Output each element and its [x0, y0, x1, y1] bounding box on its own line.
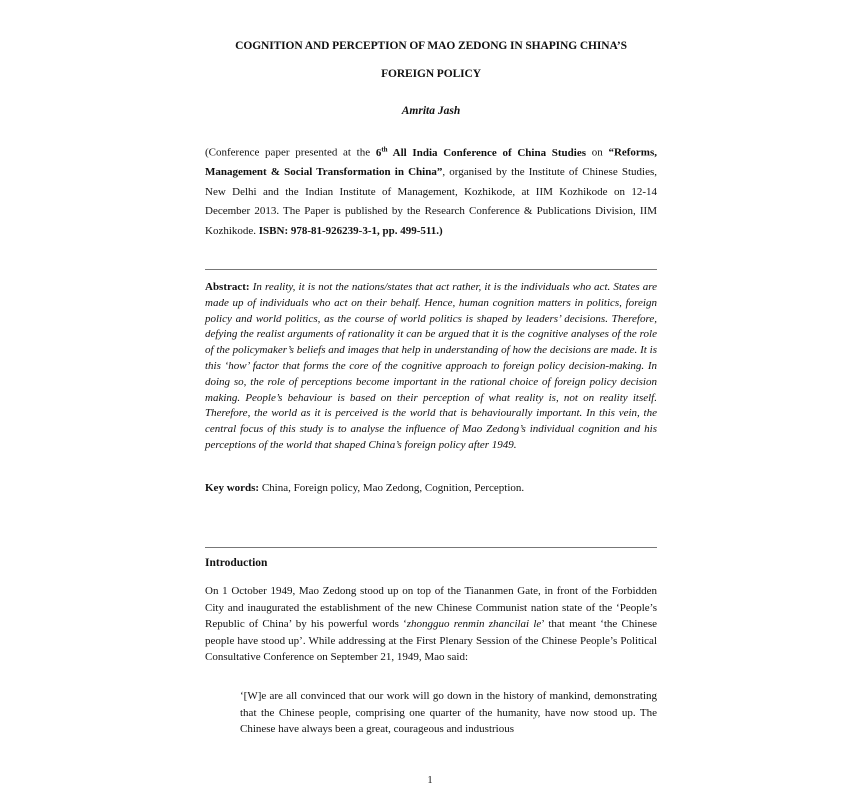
isbn: ISBN: 978-81-926239-3-1, pp. 499-511.)	[258, 225, 443, 238]
section-heading-introduction: Introduction	[205, 557, 268, 569]
abstract	[205, 280, 657, 454]
conference-name: All India Conference of China Studies	[387, 146, 587, 159]
keywords-text: China, Foreign policy, Mao Zedong, Cognition, Perception.	[259, 482, 525, 494]
conference-theme: “Reforms, Management & Social Transformation in China”	[205, 146, 658, 179]
introduction-paragraph	[205, 583, 657, 666]
conference-note-text-2: on	[586, 146, 609, 159]
conference-note-text-3: , organised by the Institute of Chinese Studies, New Delhi and the Indian Institute of Management, Kozhikode, at IIM Kozhikode on 12-14 December 2013. The Paper is published by the Research Conference & Publications Division, IIM Kozhikode.	[205, 166, 657, 238]
divider-introduction	[205, 547, 657, 548]
block-quote: ‘[W]e are all convinced that our work will go down in the history of mankind, demonstrating that the Chinese people, comprising one quarter of the humanity, have now stood up. The Chinese have always been a great, courageous and industrious	[240, 690, 657, 735]
conference-note-text-1: (Conference paper presented at the	[205, 146, 376, 159]
author-name: Amrita Jash	[401, 105, 461, 117]
keywords	[205, 481, 657, 497]
divider-abstract	[205, 269, 657, 270]
page-number: 1	[427, 775, 433, 786]
paper-title-line-2: FOREIGN POLICY	[381, 68, 481, 80]
abstract-label: Abstract:	[205, 281, 250, 293]
intro-chinese-phrase: zhongguo renmin zhancilai le	[406, 618, 542, 630]
conference-note	[205, 140, 657, 242]
abstract-text: In reality, it is not the nations/states that act rather, it is the individuals who act. States are made up of individuals who act on their behalf. Hence, human cognition matters in politics, foreign policy and world politics, as the course of world politics is shaped by leaders’ decisions. Therefore, defying the realist arguments of rationality it can be argued that it is the cognitive analyses of the role of the policymaker’s beliefs and images that help in understanding of how the decisions are made. It is this ‘how’ factor that forms the core of the cognitive approach to foreign policy decision-making. In doing so, the role of perceptions become important in the rational choice of foreign policy decision making. People’s behaviour is based on their perception of what reality is, not on reality itself. Therefore, the world as it is perceived is the world that is behaviourally important. In this vein, the central focus of this study is to analyse the influence of Mao Zedong’s individual cognition and his perceptions of the world that shaped China’s foreign policy after 1949.	[205, 281, 657, 451]
conference-ordinal-suffix: th	[381, 145, 388, 153]
conference-ordinal	[376, 147, 586, 159]
keywords-label: Key words:	[205, 482, 260, 494]
intro-text-1: On 1 October 1949, Mao Zedong stood up on top of the Tiananmen Gate, in front of the Forbidden City and inaugurated the establishment of the new Chinese Communist nation state of the ‘People’s Republic of China’ by his powerful words ‘	[205, 585, 657, 630]
conference-ordinal-number: 6	[375, 146, 382, 159]
intro-text-2: ’ that meant ‘the Chinese people have stood up’. While addressing at the First Plenary Session of the Chinese People’s Political Consultative Conference on September 21, 1949, Mao said:	[205, 618, 657, 663]
paper-title-line-1: COGNITION AND PERCEPTION OF MAO ZEDONG IN SHAPING CHINA’S	[235, 40, 627, 52]
